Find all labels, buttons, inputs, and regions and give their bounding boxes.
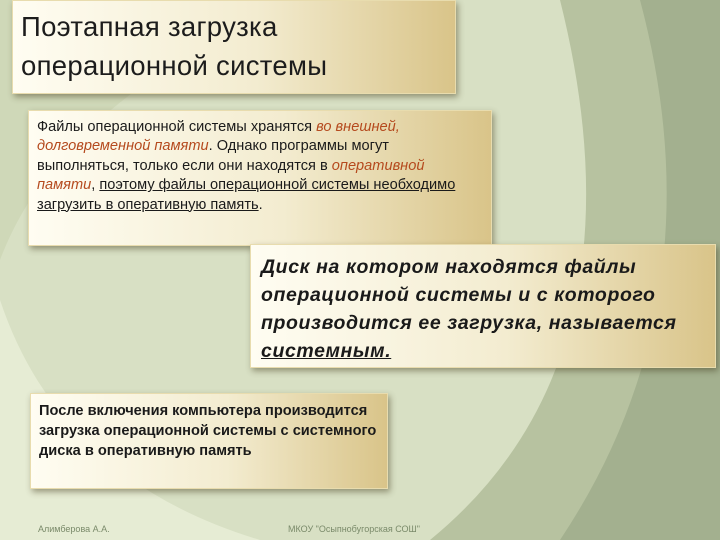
underlined-conclusion: поэтому файлы операционной системы необходимо загрузить в оперативную память xyxy=(37,177,456,213)
paragraph-system-disk xyxy=(261,253,705,365)
text-segment: . Однако программы могут выполняться, только если они находятся в xyxy=(37,138,389,174)
slide-title-line1: Поэтапная загрузка xyxy=(21,11,278,42)
text-segment: Диск на котором находятся файлы операционной системы и с которого производится ее загрузка, называется xyxy=(261,256,677,334)
title-box xyxy=(12,0,456,94)
text-segment: . xyxy=(258,196,263,213)
highlight-ram: оперативной памяти xyxy=(37,157,425,194)
slide-title-line2: операционной системы xyxy=(21,50,328,81)
text-segment: Файлы операционной системы хранятся xyxy=(37,119,317,135)
paragraph-memory xyxy=(37,118,483,215)
highlight-external-memory: во внешней, долговременной памяти xyxy=(37,119,400,155)
info-box-memory xyxy=(28,110,492,246)
footer-school: МКОУ "Осыпнобугорская СОШ" xyxy=(288,524,420,534)
underlined-term-system: системным. xyxy=(261,340,392,362)
info-box-boot xyxy=(30,393,388,489)
paragraph-boot: После включения компьютера производится загрузка операционной системы с системного диска в оперативную память xyxy=(39,403,377,459)
text-segment: , xyxy=(91,177,100,194)
info-box-system-disk xyxy=(250,244,716,368)
footer-author: Алимберова А.А. xyxy=(38,524,110,534)
